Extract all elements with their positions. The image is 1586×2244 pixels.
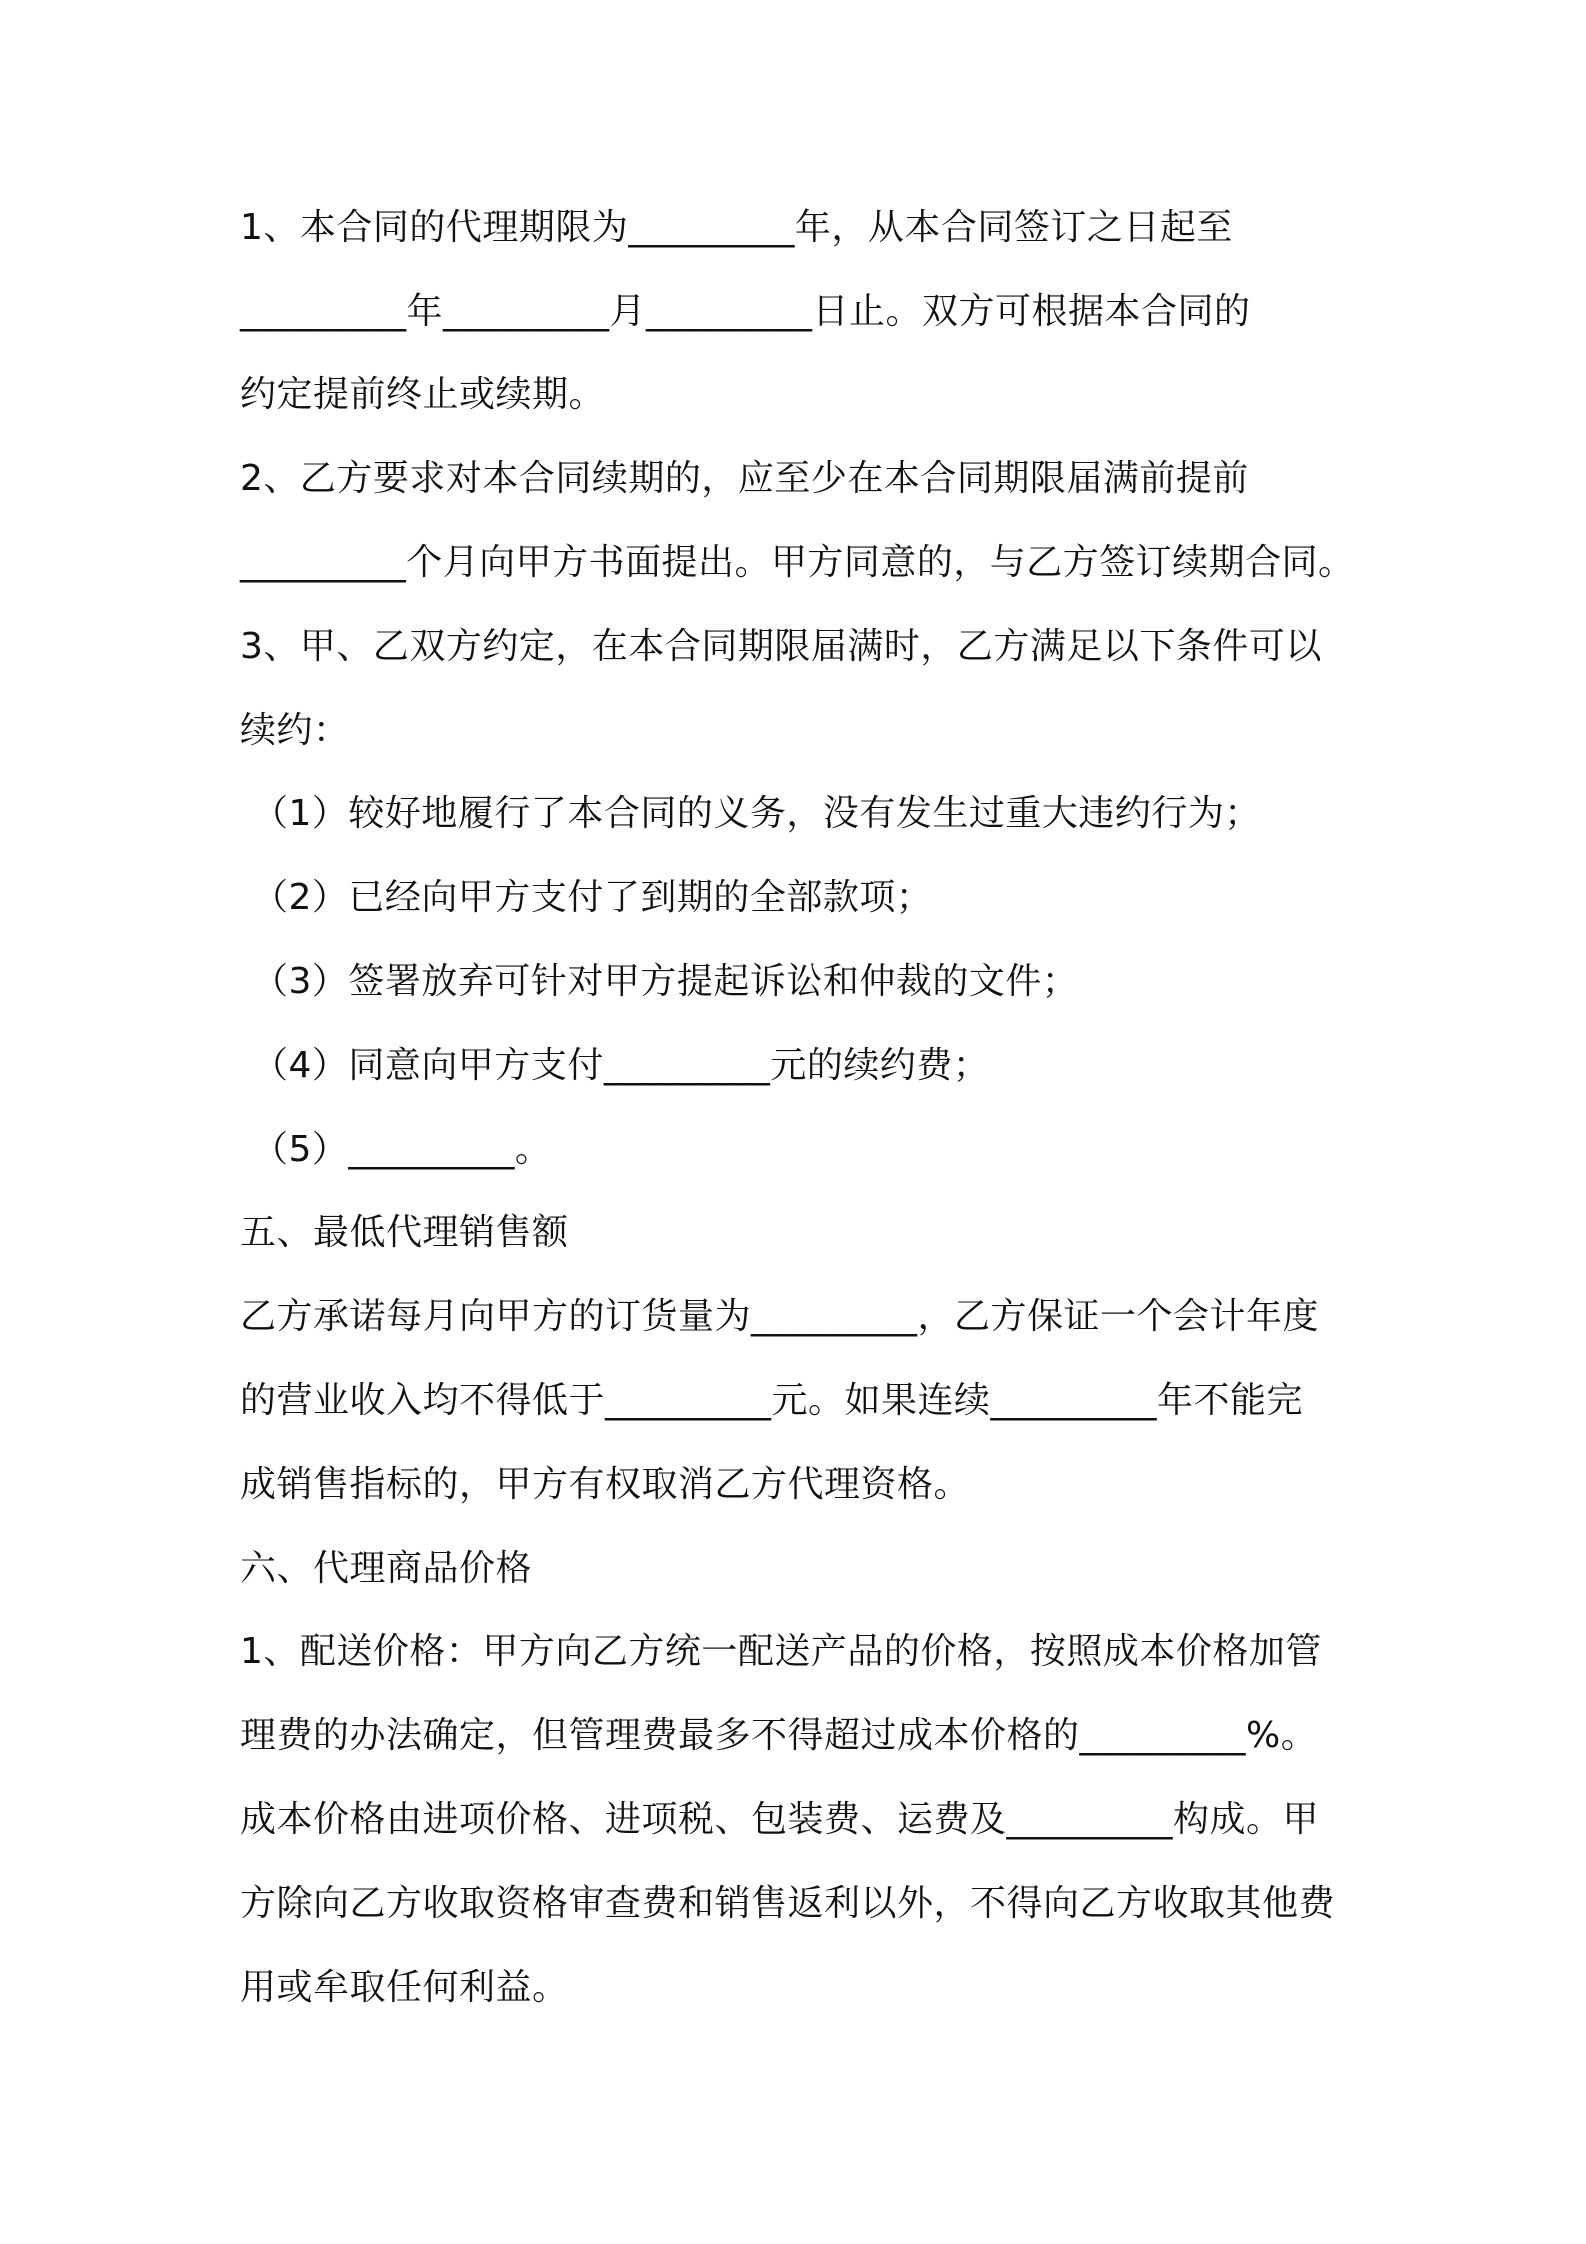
section-5-line-1: 乙方承诺每月向甲方的订货量为_________，乙方保证一个会计年度 <box>240 1296 1320 1337</box>
clause-2-line-2: _________个月向甲方书面提出。甲方同意的，与乙方签订续期合同。 <box>240 542 1355 583</box>
condition-item-1: （1）较好地履行了本合同的义务，没有发生过重大违约行为； <box>252 793 1261 834</box>
section-heading-5: 五、最低代理销售额 <box>240 1212 569 1253</box>
section-6-line-4: 方除向乙方收取资格审查费和销售返利以外，不得向乙方收取其他费 <box>240 1883 1336 1924</box>
section-5-line-2: 的营业收入均不得低于_________元。如果连续_________年不能完 <box>240 1380 1304 1421</box>
clause-2-line-1: 2、乙方要求对本合同续期的，应至少在本合同期限届满前提前 <box>240 458 1249 499</box>
clause-1-line-1: 1、本合同的代理期限为_________年，从本合同签订之日起至 <box>240 207 1233 248</box>
clause-1-line-3: 约定提前终止或续期。 <box>240 374 606 415</box>
condition-item-5: （5）_________。 <box>252 1129 552 1170</box>
section-6-line-1: 1、配送价格：甲方向乙方统一配送产品的价格，按照成本价格加管 <box>240 1631 1322 1672</box>
section-6-line-2: 理费的办法确定，但管理费最多不得超过成本价格的_________%。 <box>240 1715 1318 1756</box>
clause-3-line-2: 续约： <box>240 710 350 751</box>
section-heading-6: 六、代理商品价格 <box>240 1548 533 1589</box>
condition-item-3: （3）签署放弃可针对甲方提起诉讼和仲裁的文件； <box>252 961 1079 1002</box>
section-5-line-3: 成销售指标的，甲方有权取消乙方代理资格。 <box>240 1464 971 1505</box>
clause-1-line-2: _________年_________月_________日止。双方可根据本合同的 <box>240 291 1251 332</box>
condition-item-2: （2）已经向甲方支付了到期的全部款项； <box>252 877 933 918</box>
condition-item-4: （4）同意向甲方支付_________元的续约费； <box>252 1045 990 1086</box>
clause-3-line-1: 3、甲、乙双方约定，在本合同期限届满时，乙方满足以下条件可以 <box>240 626 1322 667</box>
section-6-line-5: 用或牟取任何利益。 <box>240 1967 569 2008</box>
section-6-line-3: 成本价格由进项价格、进项税、包装费、运费及_________构成。甲 <box>240 1799 1320 1840</box>
